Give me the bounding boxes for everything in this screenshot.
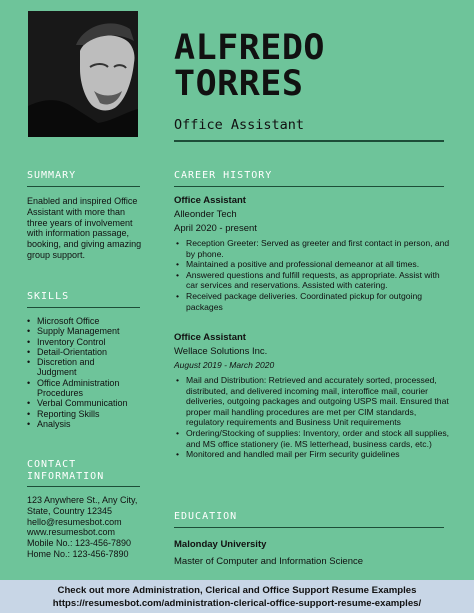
name-first: ALFREDO	[174, 28, 326, 68]
job2-title: Office Assistant	[174, 332, 246, 343]
portrait-photo-icon	[28, 11, 138, 137]
list-item: • Monitored and handled mail per Firm security guidelines	[174, 449, 452, 460]
title-divider	[174, 140, 444, 142]
skills-heading: SKILLS	[27, 291, 70, 302]
profile-photo	[28, 11, 138, 137]
candidate-name	[174, 30, 325, 102]
list-item: • Maintained a positive and professional demeanor at all times.	[174, 259, 452, 270]
list-item: • Office Administration Procedures	[27, 378, 137, 399]
contact-address-line2: State, Country 12345	[27, 505, 113, 516]
list-item: • Ordering/Stocking of supplies: Inventory, order and stock all supplies, and MS office stationery (ie. MS letterhead, business cards, etc.)	[174, 428, 452, 449]
summary-heading: SUMMARY	[27, 170, 77, 181]
contact-heading-line2: INFORMATION	[27, 471, 105, 482]
job1-company: Alleonder Tech	[174, 209, 237, 220]
list-item: • Received package deliveries. Coordinated pickup for outgoing packages	[174, 291, 452, 312]
footer-banner	[0, 580, 474, 613]
job2-dates: August 2019 - March 2020	[174, 360, 275, 370]
skills-list	[27, 316, 152, 429]
contact-heading	[27, 459, 104, 483]
job1-bullets	[174, 238, 452, 312]
list-item: • Mail and Distribution: Retrieved and accurately sorted, processed, distributed, and delivered incoming mail, interoffice mail, courier deliveries, outgoing packages and outgoing USPS mail. Ensured that proper mail handling procedures are met per CIM standards, regulatory requirements and Business Unit requirements	[174, 375, 452, 428]
contact-website: www.resumesbot.com	[27, 527, 116, 538]
education-degree: Master of Computer and Information Science	[174, 556, 364, 567]
skills-divider	[27, 307, 140, 308]
list-item: • Supply Management	[27, 326, 152, 336]
list-item: • Answered questions and fulfill requests, as appropriate. Assist with car services and reservations. Assisted with catering.	[174, 270, 452, 291]
list-item: • Verbal Communication	[27, 398, 152, 408]
job2-bullets	[174, 375, 452, 460]
name-last: TORRES	[174, 64, 304, 104]
contact-mobile: Mobile No.: 123-456-7890	[27, 538, 132, 549]
list-item: • Reception Greeter: Served as greeter and first contact in person, and by phone.	[174, 238, 452, 259]
career-divider	[174, 186, 444, 187]
education-heading: EDUCATION	[174, 511, 238, 522]
list-item: • Discretion and Judgment	[27, 357, 117, 378]
footer-text: Check out more Administration, Clerical and Office Support Resume Examples	[57, 585, 417, 596]
footer-link[interactable]: https://resumesbot.com/administration-clerical-office-support-resume-examples/	[52, 598, 422, 609]
list-item: • Analysis	[27, 419, 152, 429]
summary-text: Enabled and inspired Office Assistant with more than three years of involvement with information passage, booking, and giving amazing group support.	[27, 196, 142, 260]
contact-address-line1: 123 Anywhere St., Any City,	[27, 495, 138, 505]
job1-dates: April 2020 - present	[174, 223, 257, 234]
contact-details	[27, 495, 167, 560]
education-divider	[174, 527, 444, 528]
contact-home: Home No.: 123-456-7890	[27, 548, 129, 559]
list-item: • Inventory Control	[27, 337, 152, 347]
summary-divider	[27, 186, 140, 187]
job-title: Office Assistant	[174, 117, 305, 133]
contact-heading-line1: CONTACT	[27, 459, 77, 470]
contact-email: hello@resumesbot.com	[27, 516, 122, 527]
job1-title: Office Assistant	[174, 195, 246, 206]
list-item: • Detail-Orientation	[27, 347, 152, 357]
job2-company: Wellace Solutions Inc.	[174, 346, 268, 357]
list-item: • Microsoft Office	[27, 316, 152, 326]
list-item: • Reporting Skills	[27, 409, 152, 419]
education-school: Malonday University	[174, 539, 267, 550]
career-heading: CAREER HISTORY	[174, 170, 273, 181]
contact-divider	[27, 486, 140, 487]
